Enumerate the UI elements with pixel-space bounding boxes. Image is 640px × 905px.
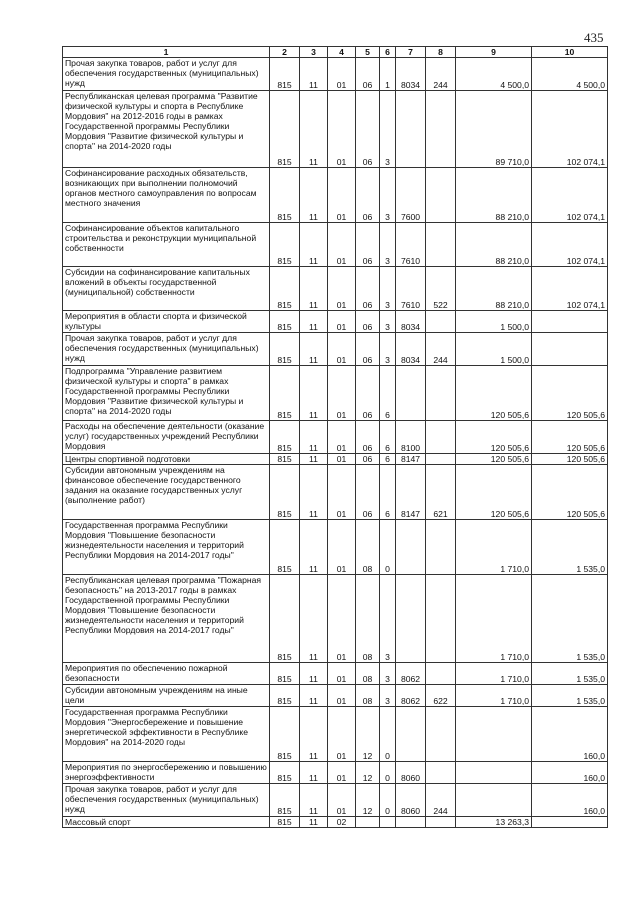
row-cell-col6: 6 bbox=[380, 366, 396, 421]
row-cell-col8: 621 bbox=[426, 465, 456, 520]
row-description: Прочая закупка товаров, работ и услуг для обеспечения государственных (муниципальных) нужд bbox=[63, 58, 270, 91]
row-cell-col9: 89 710,0 bbox=[456, 91, 532, 168]
column-header-5: 5 bbox=[356, 47, 380, 58]
table-row bbox=[63, 685, 608, 707]
row-cell-col3: 11 bbox=[300, 663, 328, 685]
row-cell-col9 bbox=[456, 762, 532, 784]
row-cell-col3: 11 bbox=[300, 707, 328, 762]
row-cell-col5 bbox=[356, 817, 380, 828]
row-cell-col4: 01 bbox=[328, 685, 356, 707]
row-cell-col4: 01 bbox=[328, 333, 356, 366]
row-cell-col8 bbox=[426, 454, 456, 465]
column-header-7: 7 bbox=[396, 47, 426, 58]
row-cell-col6 bbox=[380, 817, 396, 828]
row-cell-col9: 1 500,0 bbox=[456, 311, 532, 333]
table-row bbox=[63, 333, 608, 366]
row-cell-col5: 06 bbox=[356, 168, 380, 223]
row-cell-col9: 120 505,6 bbox=[456, 465, 532, 520]
budget-table bbox=[62, 46, 608, 828]
row-cell-col9: 4 500,0 bbox=[456, 58, 532, 91]
table-row bbox=[63, 784, 608, 817]
row-cell-col2: 815 bbox=[270, 366, 300, 421]
row-cell-col9: 88 210,0 bbox=[456, 223, 532, 267]
row-cell-col5: 06 bbox=[356, 223, 380, 267]
row-cell-col5: 06 bbox=[356, 366, 380, 421]
row-cell-col5: 08 bbox=[356, 575, 380, 663]
row-description: Государственная программа Республики Мордовия "Энергосбережение и повышение энергетической эффективности в Республике Мордовия" на 2014-2020 годы bbox=[63, 707, 270, 762]
row-cell-col4: 02 bbox=[328, 817, 356, 828]
row-cell-col5: 08 bbox=[356, 663, 380, 685]
row-cell-col7 bbox=[396, 707, 426, 762]
row-cell-col2: 815 bbox=[270, 58, 300, 91]
row-cell-col6: 1 bbox=[380, 58, 396, 91]
row-cell-col10: 120 505,6 bbox=[532, 465, 608, 520]
column-header-1: 1 bbox=[63, 47, 270, 58]
row-description: Субсидии автономным учреждениям на иные цели bbox=[63, 685, 270, 707]
row-cell-col8 bbox=[426, 311, 456, 333]
column-header-3: 3 bbox=[300, 47, 328, 58]
row-cell-col3: 11 bbox=[300, 817, 328, 828]
row-cell-col7 bbox=[396, 575, 426, 663]
column-header-6: 6 bbox=[380, 47, 396, 58]
row-cell-col3: 11 bbox=[300, 333, 328, 366]
header-row bbox=[63, 47, 608, 58]
row-cell-col2: 815 bbox=[270, 520, 300, 575]
row-cell-col4: 01 bbox=[328, 267, 356, 311]
row-cell-col10: 1 535,0 bbox=[532, 685, 608, 707]
row-cell-col2: 815 bbox=[270, 575, 300, 663]
row-description: Расходы на обеспечение деятельности (оказание услуг) государственных учреждений Республики Мордовия bbox=[63, 421, 270, 454]
row-cell-col4: 01 bbox=[328, 366, 356, 421]
row-description: Государственная программа Республики Мордовия "Повышение безопасности жизнедеятельности населения и территорий Республики Мордовия на 2014-2017 годы" bbox=[63, 520, 270, 575]
row-cell-col4: 01 bbox=[328, 91, 356, 168]
table-row bbox=[63, 762, 608, 784]
row-cell-col6: 3 bbox=[380, 685, 396, 707]
row-cell-col6: 3 bbox=[380, 575, 396, 663]
row-cell-col4: 01 bbox=[328, 663, 356, 685]
column-header-9: 9 bbox=[456, 47, 532, 58]
row-description: Центры спортивной подготовки bbox=[63, 454, 270, 465]
row-description: Подпрограмма "Управление развитием физической культуры и спорта" в рамках Государственной программы Республики Мордовия "Развитие физической культуры и спорта" на 2014-2020 годы bbox=[63, 366, 270, 421]
row-cell-col7: 7600 bbox=[396, 168, 426, 223]
row-description: Республиканская целевая программа "Пожарная безопасность" на 2013-2017 годы в рамках Государственной программы Республики Мордовия "Повышение безопасности жизнедеятельности населения и территорий Республики Мордовия на 2014-2017 годы" bbox=[63, 575, 270, 663]
row-cell-col5: 08 bbox=[356, 520, 380, 575]
row-cell-col3: 11 bbox=[300, 91, 328, 168]
row-cell-col6: 3 bbox=[380, 663, 396, 685]
row-cell-col3: 11 bbox=[300, 366, 328, 421]
row-cell-col6: 3 bbox=[380, 91, 396, 168]
row-cell-col8: 622 bbox=[426, 685, 456, 707]
row-description: Мероприятия по обеспечению пожарной безопасности bbox=[63, 663, 270, 685]
row-cell-col2: 815 bbox=[270, 663, 300, 685]
row-description: Республиканская целевая программа "Развитие физической культуры и спорта в Республике Мордовия" на 2012-2016 годы в рамках Государственной программы Республики Мордовия "Развитие физической культуры и спорта" на 2014-2020 годы bbox=[63, 91, 270, 168]
row-cell-col2: 815 bbox=[270, 685, 300, 707]
row-cell-col3: 11 bbox=[300, 421, 328, 454]
row-cell-col8: 244 bbox=[426, 784, 456, 817]
row-cell-col5: 08 bbox=[356, 685, 380, 707]
row-cell-col3: 11 bbox=[300, 520, 328, 575]
row-cell-col2: 815 bbox=[270, 421, 300, 454]
table-row bbox=[63, 465, 608, 520]
row-cell-col3: 11 bbox=[300, 454, 328, 465]
row-cell-col9: 120 505,6 bbox=[456, 421, 532, 454]
row-cell-col10: 120 505,6 bbox=[532, 366, 608, 421]
row-cell-col10: 102 074,1 bbox=[532, 168, 608, 223]
row-cell-col8 bbox=[426, 762, 456, 784]
row-cell-col10: 120 505,6 bbox=[532, 421, 608, 454]
row-cell-col6: 0 bbox=[380, 784, 396, 817]
row-cell-col3: 11 bbox=[300, 784, 328, 817]
row-cell-col8: 244 bbox=[426, 333, 456, 366]
row-description: Прочая закупка товаров, работ и услуг для обеспечения государственных (муниципальных) нужд bbox=[63, 333, 270, 366]
row-cell-col9 bbox=[456, 707, 532, 762]
row-cell-col3: 11 bbox=[300, 223, 328, 267]
row-cell-col9: 88 210,0 bbox=[456, 267, 532, 311]
row-cell-col10: 1 535,0 bbox=[532, 575, 608, 663]
row-cell-col3: 11 bbox=[300, 311, 328, 333]
row-cell-col3: 11 bbox=[300, 575, 328, 663]
row-cell-col9: 1 710,0 bbox=[456, 663, 532, 685]
row-cell-col9: 120 505,6 bbox=[456, 366, 532, 421]
row-cell-col2: 815 bbox=[270, 267, 300, 311]
row-cell-col4: 01 bbox=[328, 223, 356, 267]
row-cell-col9: 120 505,6 bbox=[456, 454, 532, 465]
column-header-8: 8 bbox=[426, 47, 456, 58]
row-cell-col9 bbox=[456, 784, 532, 817]
row-cell-col3: 11 bbox=[300, 267, 328, 311]
row-cell-col10 bbox=[532, 311, 608, 333]
row-cell-col4: 01 bbox=[328, 311, 356, 333]
row-cell-col4: 01 bbox=[328, 575, 356, 663]
row-cell-col9: 88 210,0 bbox=[456, 168, 532, 223]
row-cell-col8 bbox=[426, 663, 456, 685]
row-cell-col3: 11 bbox=[300, 465, 328, 520]
row-cell-col10: 1 535,0 bbox=[532, 520, 608, 575]
row-cell-col4: 01 bbox=[328, 762, 356, 784]
row-cell-col10: 1 535,0 bbox=[532, 663, 608, 685]
row-cell-col7: 8060 bbox=[396, 762, 426, 784]
table-row bbox=[63, 817, 608, 828]
row-cell-col7: 7610 bbox=[396, 223, 426, 267]
row-description: Софинансирование расходных обязательств, возникающих при выполнении полномочий органов местного самоуправления по вопросам местного значения bbox=[63, 168, 270, 223]
row-cell-col8: 244 bbox=[426, 58, 456, 91]
row-cell-col5: 06 bbox=[356, 58, 380, 91]
row-cell-col2: 815 bbox=[270, 707, 300, 762]
row-cell-col10: 102 074,1 bbox=[532, 91, 608, 168]
row-cell-col6: 0 bbox=[380, 520, 396, 575]
table-row bbox=[63, 223, 608, 267]
column-header-2: 2 bbox=[270, 47, 300, 58]
table-row bbox=[63, 421, 608, 454]
row-cell-col7 bbox=[396, 91, 426, 168]
row-cell-col8 bbox=[426, 421, 456, 454]
row-cell-col7 bbox=[396, 817, 426, 828]
row-cell-col4: 01 bbox=[328, 168, 356, 223]
row-cell-col8 bbox=[426, 575, 456, 663]
row-cell-col10 bbox=[532, 817, 608, 828]
row-cell-col7: 7610 bbox=[396, 267, 426, 311]
row-cell-col8 bbox=[426, 707, 456, 762]
row-cell-col5: 06 bbox=[356, 267, 380, 311]
row-cell-col8: 522 bbox=[426, 267, 456, 311]
row-cell-col2: 815 bbox=[270, 333, 300, 366]
row-cell-col5: 12 bbox=[356, 784, 380, 817]
row-cell-col3: 11 bbox=[300, 685, 328, 707]
row-cell-col6: 0 bbox=[380, 762, 396, 784]
table-row bbox=[63, 168, 608, 223]
row-cell-col4: 01 bbox=[328, 58, 356, 91]
row-cell-col7 bbox=[396, 520, 426, 575]
row-cell-col2: 815 bbox=[270, 784, 300, 817]
table-row bbox=[63, 454, 608, 465]
row-description: Мероприятия по энергосбережению и повышению энергоэффективности bbox=[63, 762, 270, 784]
row-cell-col7 bbox=[396, 366, 426, 421]
table-row bbox=[63, 58, 608, 91]
row-cell-col9: 1 500,0 bbox=[456, 333, 532, 366]
row-cell-col8 bbox=[426, 168, 456, 223]
row-cell-col4: 01 bbox=[328, 784, 356, 817]
row-cell-col4: 01 bbox=[328, 520, 356, 575]
table-row bbox=[63, 267, 608, 311]
row-cell-col2: 815 bbox=[270, 168, 300, 223]
row-cell-col3: 11 bbox=[300, 168, 328, 223]
row-cell-col2: 815 bbox=[270, 223, 300, 267]
row-cell-col7: 8062 bbox=[396, 663, 426, 685]
table-row bbox=[63, 311, 608, 333]
row-cell-col6: 6 bbox=[380, 465, 396, 520]
row-cell-col2: 815 bbox=[270, 817, 300, 828]
row-cell-col7: 8060 bbox=[396, 784, 426, 817]
row-cell-col5: 06 bbox=[356, 333, 380, 366]
row-cell-col4: 01 bbox=[328, 707, 356, 762]
row-cell-col5: 06 bbox=[356, 421, 380, 454]
row-cell-col8 bbox=[426, 817, 456, 828]
row-description: Массовый спорт bbox=[63, 817, 270, 828]
row-cell-col8 bbox=[426, 223, 456, 267]
row-cell-col7: 8147 bbox=[396, 465, 426, 520]
row-cell-col2: 815 bbox=[270, 465, 300, 520]
row-cell-col8 bbox=[426, 91, 456, 168]
row-cell-col10: 160,0 bbox=[532, 784, 608, 817]
row-cell-col6: 3 bbox=[380, 223, 396, 267]
row-cell-col2: 815 bbox=[270, 91, 300, 168]
row-cell-col5: 06 bbox=[356, 465, 380, 520]
row-cell-col4: 01 bbox=[328, 465, 356, 520]
row-cell-col5: 06 bbox=[356, 91, 380, 168]
row-cell-col4: 01 bbox=[328, 454, 356, 465]
row-cell-col6: 3 bbox=[380, 311, 396, 333]
row-cell-col6: 6 bbox=[380, 454, 396, 465]
column-header-4: 4 bbox=[328, 47, 356, 58]
row-cell-col6: 3 bbox=[380, 333, 396, 366]
row-cell-col2: 815 bbox=[270, 454, 300, 465]
row-cell-col6: 6 bbox=[380, 421, 396, 454]
row-cell-col9: 13 263,3 bbox=[456, 817, 532, 828]
table-row bbox=[63, 366, 608, 421]
row-cell-col8 bbox=[426, 366, 456, 421]
table-row bbox=[63, 91, 608, 168]
table-row bbox=[63, 663, 608, 685]
row-cell-col9: 1 710,0 bbox=[456, 685, 532, 707]
row-cell-col5: 06 bbox=[356, 311, 380, 333]
row-cell-col7: 8100 bbox=[396, 421, 426, 454]
row-cell-col10: 102 074,1 bbox=[532, 267, 608, 311]
row-cell-col10: 4 500,0 bbox=[532, 58, 608, 91]
row-cell-col7: 8034 bbox=[396, 333, 426, 366]
row-description: Софинансирование объектов капитального строительства и реконструкции муниципальной собственности bbox=[63, 223, 270, 267]
table-row bbox=[63, 707, 608, 762]
row-cell-col4: 01 bbox=[328, 421, 356, 454]
row-description: Мероприятия в области спорта и физической культуры bbox=[63, 311, 270, 333]
row-cell-col10: 120 505,6 bbox=[532, 454, 608, 465]
table-row bbox=[63, 575, 608, 663]
row-description: Субсидии на софинансирование капитальных вложений в объекты государственной (муниципальной) собственности bbox=[63, 267, 270, 311]
row-cell-col2: 815 bbox=[270, 762, 300, 784]
row-cell-col3: 11 bbox=[300, 762, 328, 784]
row-cell-col10: 160,0 bbox=[532, 762, 608, 784]
row-cell-col5: 06 bbox=[356, 454, 380, 465]
table-row bbox=[63, 520, 608, 575]
row-cell-col6: 3 bbox=[380, 168, 396, 223]
row-cell-col6: 0 bbox=[380, 707, 396, 762]
row-description: Субсидии автономным учреждениям на финансовое обеспечение государственного задания на оказание государственных услуг (выполнение работ) bbox=[63, 465, 270, 520]
row-cell-col10 bbox=[532, 333, 608, 366]
page-number: 435 bbox=[584, 30, 604, 45]
row-cell-col8 bbox=[426, 520, 456, 575]
row-description: Прочая закупка товаров, работ и услуг для обеспечения государственных (муниципальных) нужд bbox=[63, 784, 270, 817]
row-cell-col3: 11 bbox=[300, 58, 328, 91]
row-cell-col10: 102 074,1 bbox=[532, 223, 608, 267]
column-header-10: 10 bbox=[532, 47, 608, 58]
row-cell-col9: 1 710,0 bbox=[456, 575, 532, 663]
row-cell-col6: 3 bbox=[380, 267, 396, 311]
row-cell-col7: 8062 bbox=[396, 685, 426, 707]
row-cell-col5: 12 bbox=[356, 762, 380, 784]
row-cell-col9: 1 710,0 bbox=[456, 520, 532, 575]
row-cell-col7: 8147 bbox=[396, 454, 426, 465]
row-cell-col10: 160,0 bbox=[532, 707, 608, 762]
row-cell-col5: 12 bbox=[356, 707, 380, 762]
row-cell-col7: 8034 bbox=[396, 311, 426, 333]
row-cell-col7: 8034 bbox=[396, 58, 426, 91]
row-cell-col2: 815 bbox=[270, 311, 300, 333]
